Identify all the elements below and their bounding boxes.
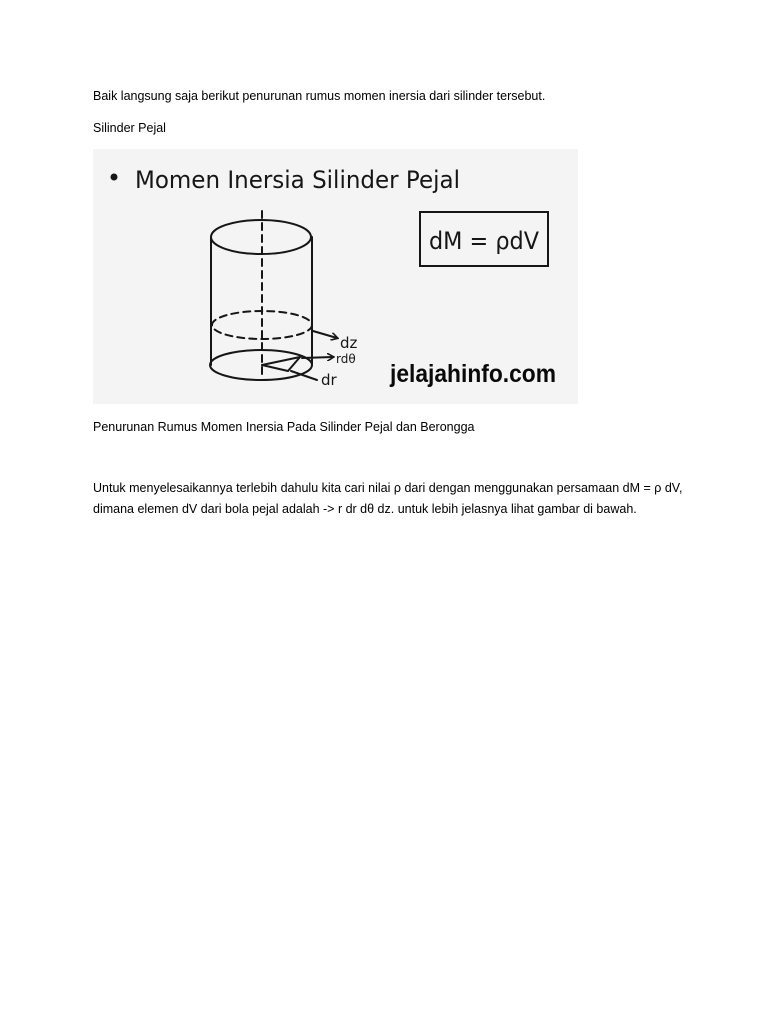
rdtheta-label: rdθ [336,352,356,366]
body-paragraph: Untuk menyelesaikannya terlebih dahulu kita cari nilai ρ dari dengan menggunakan persamaan dM = ρ dV, dimana elemen dV dari bola pejal adalah -> r dr dθ dz. untuk lebih jelasnya lihat gambar di bawah. [93,481,683,516]
dz-label: dz [340,334,358,352]
dr-label: dr [321,371,337,389]
figure-title: Momen Inersia Silinder Pejal [135,166,460,194]
watermark-text: jelajahinfo.com [389,360,556,388]
figure-caption: Penurunan Rumus Momen Inersia Pada Silinder Pejal dan Berongga [93,420,475,434]
intro-text: Baik langsung saja berikut penurunan rumus momen inersia dari silinder tersebut. [93,89,546,103]
cylinder-diagram [93,149,578,404]
section-heading: Silinder Pejal [93,121,166,135]
cylinder-figure [93,149,578,404]
wedge-edge-lower [262,365,288,371]
bullet-dot [111,174,118,181]
dz-arrow [313,331,337,338]
equation-text: dM = ρdV [429,227,540,255]
rdtheta-arrow [302,357,333,358]
